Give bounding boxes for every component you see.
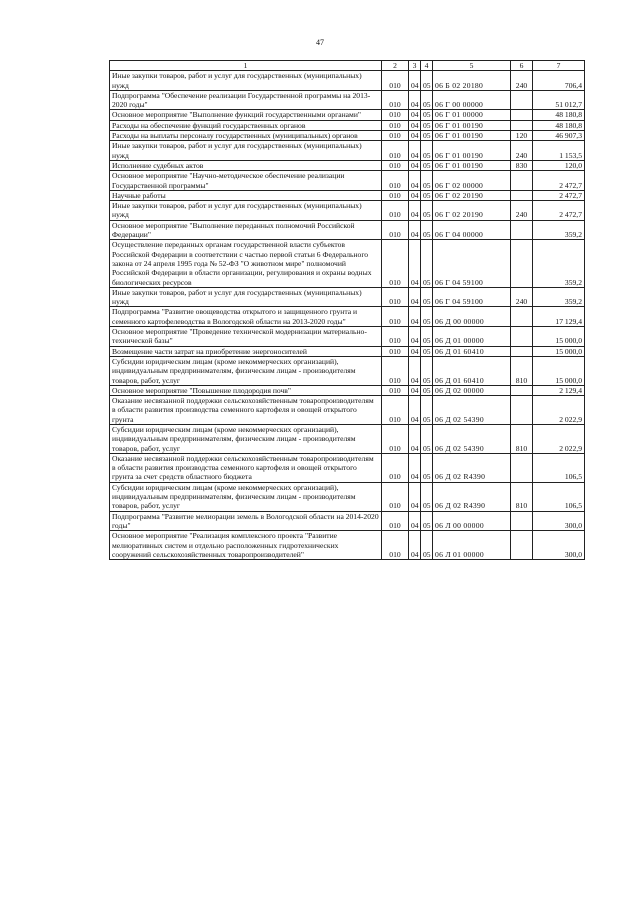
row-subsection: 05 <box>421 511 433 531</box>
row-grbs: 010 <box>382 531 409 560</box>
row-section: 04 <box>409 482 421 511</box>
row-target-article: 06 Д 02 54390 <box>433 424 511 453</box>
row-expense-type <box>511 240 533 287</box>
row-name: Расходы на обеспечение функций государственных органов <box>110 120 382 130</box>
row-grbs: 010 <box>382 171 409 191</box>
row-target-article: 06 Г 04 59100 <box>433 287 511 307</box>
row-grbs: 010 <box>382 424 409 453</box>
row-grbs: 010 <box>382 131 409 141</box>
row-name: Иные закупки товаров, работ и услуг для государственных (муниципальных) нужд <box>110 141 382 161</box>
row-name: Иные закупки товаров, работ и услуг для государственных (муниципальных) нужд <box>110 201 382 221</box>
table-row <box>110 120 585 130</box>
row-section: 04 <box>409 120 421 130</box>
row-subsection: 05 <box>421 327 433 347</box>
row-target-article: 06 Д 02 R4390 <box>433 453 511 482</box>
table-row <box>110 131 585 141</box>
budget-table <box>109 60 585 560</box>
row-name: Основное мероприятие "Реализация комплексного проекта "Развитие мелиоративных систем и отдельно расположенных гидротехнических сооружений сельскохозяйственных товаропроизводителей" <box>110 531 382 560</box>
row-name: Научные работы <box>110 190 382 200</box>
row-expense-type <box>511 396 533 425</box>
row-amount: 2 022,9 <box>533 424 585 453</box>
row-subsection: 05 <box>421 396 433 425</box>
row-subsection: 05 <box>421 307 433 327</box>
row-subsection: 05 <box>421 110 433 120</box>
row-target-article: 06 Д 02 54390 <box>433 396 511 425</box>
row-grbs: 010 <box>382 346 409 356</box>
table-row <box>110 110 585 120</box>
table-row <box>110 327 585 347</box>
row-section: 04 <box>409 307 421 327</box>
row-section: 04 <box>409 141 421 161</box>
row-name: Основное мероприятие "Проведение технической модернизации материально-технической базы" <box>110 327 382 347</box>
row-target-article: 06 Г 01 00190 <box>433 131 511 141</box>
row-expense-type <box>511 531 533 560</box>
row-section: 04 <box>409 511 421 531</box>
table-row <box>110 385 585 395</box>
row-grbs: 010 <box>382 190 409 200</box>
row-amount: 359,2 <box>533 240 585 287</box>
row-subsection: 05 <box>421 220 433 240</box>
row-subsection: 05 <box>421 346 433 356</box>
row-expense-type: 240 <box>511 71 533 91</box>
row-name: Субсидии юридическим лицам (кроме некоммерческих организаций), индивидуальным предпринимателям, физическим лицам - производителям товаров, работ, услуг <box>110 356 382 385</box>
row-target-article: 06 Д 01 60410 <box>433 346 511 356</box>
row-name: Иные закупки товаров, работ и услуг для государственных (муниципальных) нужд <box>110 71 382 91</box>
row-target-article: 06 Г 04 59100 <box>433 240 511 287</box>
row-section: 04 <box>409 190 421 200</box>
row-grbs: 010 <box>382 90 409 110</box>
row-target-article: 06 Д 00 00000 <box>433 307 511 327</box>
row-name: Расходы на выплаты персоналу государственных (муниципальных) органов <box>110 131 382 141</box>
row-amount: 300,0 <box>533 531 585 560</box>
table-row <box>110 141 585 161</box>
row-expense-type <box>511 190 533 200</box>
row-amount: 15 000,0 <box>533 346 585 356</box>
row-section: 04 <box>409 424 421 453</box>
row-subsection: 05 <box>421 160 433 170</box>
row-expense-type <box>511 511 533 531</box>
row-amount: 48 180,8 <box>533 110 585 120</box>
row-expense-type <box>511 346 533 356</box>
header-col-6: 6 <box>511 61 533 71</box>
row-target-article: 06 Б 02 20180 <box>433 71 511 91</box>
row-section: 04 <box>409 131 421 141</box>
row-expense-type <box>511 171 533 191</box>
row-section: 04 <box>409 346 421 356</box>
table-row <box>110 201 585 221</box>
row-expense-type <box>511 110 533 120</box>
row-section: 04 <box>409 201 421 221</box>
row-subsection: 05 <box>421 385 433 395</box>
row-name: Осуществление переданных органам государственной власти субъектов Российской Федерации в соответствии с частью первой статьи 6 Федерального закона от 24 апреля 1995 года № 52-ФЗ "О животном мире" полномочий Российской Федерации в области организации, регулирования и охраны водных биологических ресурсов <box>110 240 382 287</box>
row-name: Оказание несвязанной поддержки сельскохозяйственным товаропроизводителям в области развития производства семенного картофеля и овощей открытого грунта <box>110 396 382 425</box>
row-amount: 15 000,0 <box>533 356 585 385</box>
row-amount: 106,5 <box>533 482 585 511</box>
row-subsection: 05 <box>421 424 433 453</box>
row-amount: 706,4 <box>533 71 585 91</box>
row-grbs: 010 <box>382 482 409 511</box>
table-row <box>110 531 585 560</box>
header-col-4: 4 <box>421 61 433 71</box>
row-subsection: 05 <box>421 356 433 385</box>
row-expense-type: 240 <box>511 141 533 161</box>
row-section: 04 <box>409 531 421 560</box>
row-grbs: 010 <box>382 511 409 531</box>
row-expense-type <box>511 385 533 395</box>
row-expense-type <box>511 307 533 327</box>
row-amount: 17 129,4 <box>533 307 585 327</box>
row-amount: 2 129,4 <box>533 385 585 395</box>
row-subsection: 05 <box>421 131 433 141</box>
row-name: Основное мероприятие "Выполнение переданных полномочий Российской Федерации" <box>110 220 382 240</box>
table-row <box>110 171 585 191</box>
row-grbs: 010 <box>382 453 409 482</box>
header-col-1: 1 <box>110 61 382 71</box>
row-expense-type <box>511 220 533 240</box>
row-section: 04 <box>409 110 421 120</box>
row-name: Субсидии юридическим лицам (кроме некоммерческих организаций), индивидуальным предпринимателям, физическим лицам - производителям товаров, работ, услуг <box>110 482 382 511</box>
row-name: Подпрограмма "Обеспечение реализации Государственной программы на 2013-2020 годы" <box>110 90 382 110</box>
row-subsection: 05 <box>421 90 433 110</box>
row-amount: 48 180,8 <box>533 120 585 130</box>
row-section: 04 <box>409 287 421 307</box>
row-target-article: 06 Г 04 00000 <box>433 220 511 240</box>
row-grbs: 010 <box>382 160 409 170</box>
table-row <box>110 482 585 511</box>
row-name: Подпрограмма "Развитие овощеводства открытого и защищенного грунта и семенного картофелеводства в Вологодской области на 2013-2020 годы" <box>110 307 382 327</box>
row-grbs: 010 <box>382 327 409 347</box>
row-subsection: 05 <box>421 287 433 307</box>
row-amount: 120,0 <box>533 160 585 170</box>
table-row <box>110 160 585 170</box>
row-target-article: 06 Д 02 00000 <box>433 385 511 395</box>
row-amount: 1 153,5 <box>533 141 585 161</box>
row-grbs: 010 <box>382 396 409 425</box>
row-amount: 300,0 <box>533 511 585 531</box>
row-target-article: 06 Г 01 00190 <box>433 120 511 130</box>
row-expense-type: 240 <box>511 201 533 221</box>
row-grbs: 010 <box>382 240 409 287</box>
header-row <box>110 61 585 71</box>
row-expense-type: 120 <box>511 131 533 141</box>
row-target-article: 06 Г 00 00000 <box>433 90 511 110</box>
row-target-article: 06 Д 01 60410 <box>433 356 511 385</box>
table-row <box>110 511 585 531</box>
row-grbs: 010 <box>382 287 409 307</box>
row-target-article: 06 Г 01 00190 <box>433 160 511 170</box>
table-row <box>110 71 585 91</box>
header-col-2: 2 <box>382 61 409 71</box>
table-row <box>110 90 585 110</box>
row-subsection: 05 <box>421 482 433 511</box>
row-expense-type <box>511 120 533 130</box>
row-subsection: 05 <box>421 141 433 161</box>
row-grbs: 010 <box>382 71 409 91</box>
row-grbs: 010 <box>382 307 409 327</box>
header-col-3: 3 <box>409 61 421 71</box>
row-subsection: 05 <box>421 201 433 221</box>
row-amount: 2 472,7 <box>533 201 585 221</box>
table-row <box>110 307 585 327</box>
row-section: 04 <box>409 396 421 425</box>
row-section: 04 <box>409 385 421 395</box>
table-row <box>110 356 585 385</box>
row-target-article: 06 Л 00 00000 <box>433 511 511 531</box>
table-row <box>110 240 585 287</box>
row-subsection: 05 <box>421 71 433 91</box>
row-amount: 2 022,9 <box>533 396 585 425</box>
row-grbs: 010 <box>382 385 409 395</box>
row-name: Оказание несвязанной поддержки сельскохозяйственным товаропроизводителям в области развития производства семенного картофеля и овощей открытого грунта за счет средств областного бюджета <box>110 453 382 482</box>
row-name: Основное мероприятие "Выполнение функций государственными органами" <box>110 110 382 120</box>
row-target-article: 06 Д 02 R4390 <box>433 482 511 511</box>
row-grbs: 010 <box>382 201 409 221</box>
row-amount: 2 472,7 <box>533 171 585 191</box>
row-target-article: 06 Г 01 00190 <box>433 141 511 161</box>
row-name: Иные закупки товаров, работ и услуг для государственных (муниципальных) нужд <box>110 287 382 307</box>
row-subsection: 05 <box>421 531 433 560</box>
row-amount: 15 000,0 <box>533 327 585 347</box>
row-expense-type: 810 <box>511 424 533 453</box>
row-amount: 51 012,7 <box>533 90 585 110</box>
table-row <box>110 190 585 200</box>
header-col-7: 7 <box>533 61 585 71</box>
table-row <box>110 287 585 307</box>
row-grbs: 010 <box>382 220 409 240</box>
row-amount: 359,2 <box>533 220 585 240</box>
row-target-article: 06 Г 02 20190 <box>433 190 511 200</box>
row-target-article: 06 Г 01 00000 <box>433 110 511 120</box>
row-target-article: 06 Г 02 00000 <box>433 171 511 191</box>
row-section: 04 <box>409 327 421 347</box>
row-name: Возмещение части затрат на приобретение энергоносителей <box>110 346 382 356</box>
row-name: Субсидии юридическим лицам (кроме некоммерческих организаций), индивидуальным предпринимателям, физическим лицам - производителям товаров, работ, услуг <box>110 424 382 453</box>
table-row <box>110 396 585 425</box>
row-grbs: 010 <box>382 110 409 120</box>
row-expense-type: 240 <box>511 287 533 307</box>
row-expense-type <box>511 327 533 347</box>
row-section: 04 <box>409 160 421 170</box>
row-expense-type: 810 <box>511 356 533 385</box>
row-section: 04 <box>409 71 421 91</box>
row-expense-type: 810 <box>511 482 533 511</box>
row-section: 04 <box>409 356 421 385</box>
row-amount: 46 907,3 <box>533 131 585 141</box>
row-amount: 2 472,7 <box>533 190 585 200</box>
table-row <box>110 220 585 240</box>
row-section: 04 <box>409 90 421 110</box>
row-grbs: 010 <box>382 356 409 385</box>
row-section: 04 <box>409 171 421 191</box>
row-grbs: 010 <box>382 120 409 130</box>
row-name: Исполнение судебных актов <box>110 160 382 170</box>
row-expense-type <box>511 453 533 482</box>
row-section: 04 <box>409 220 421 240</box>
table-row <box>110 424 585 453</box>
row-name: Подпрограмма "Развитие мелиорации земель в Вологодской области на 2014-2020 годы" <box>110 511 382 531</box>
row-target-article: 06 Д 01 00000 <box>433 327 511 347</box>
row-amount: 359,2 <box>533 287 585 307</box>
row-target-article: 06 Г 02 20190 <box>433 201 511 221</box>
row-grbs: 010 <box>382 141 409 161</box>
row-target-article: 06 Л 01 00000 <box>433 531 511 560</box>
row-subsection: 05 <box>421 120 433 130</box>
row-section: 04 <box>409 240 421 287</box>
table-row <box>110 346 585 356</box>
row-expense-type: 830 <box>511 160 533 170</box>
table-row <box>110 453 585 482</box>
header-col-5: 5 <box>433 61 511 71</box>
row-subsection: 05 <box>421 190 433 200</box>
row-name: Основное мероприятие "Повышение плодородия почв" <box>110 385 382 395</box>
row-amount: 106,5 <box>533 453 585 482</box>
row-subsection: 05 <box>421 453 433 482</box>
row-subsection: 05 <box>421 171 433 191</box>
row-expense-type <box>511 90 533 110</box>
row-section: 04 <box>409 453 421 482</box>
page-number: 47 <box>316 38 324 47</box>
row-subsection: 05 <box>421 240 433 287</box>
row-name: Основное мероприятие "Научно-методическое обеспечение реализации Государственной программы" <box>110 171 382 191</box>
